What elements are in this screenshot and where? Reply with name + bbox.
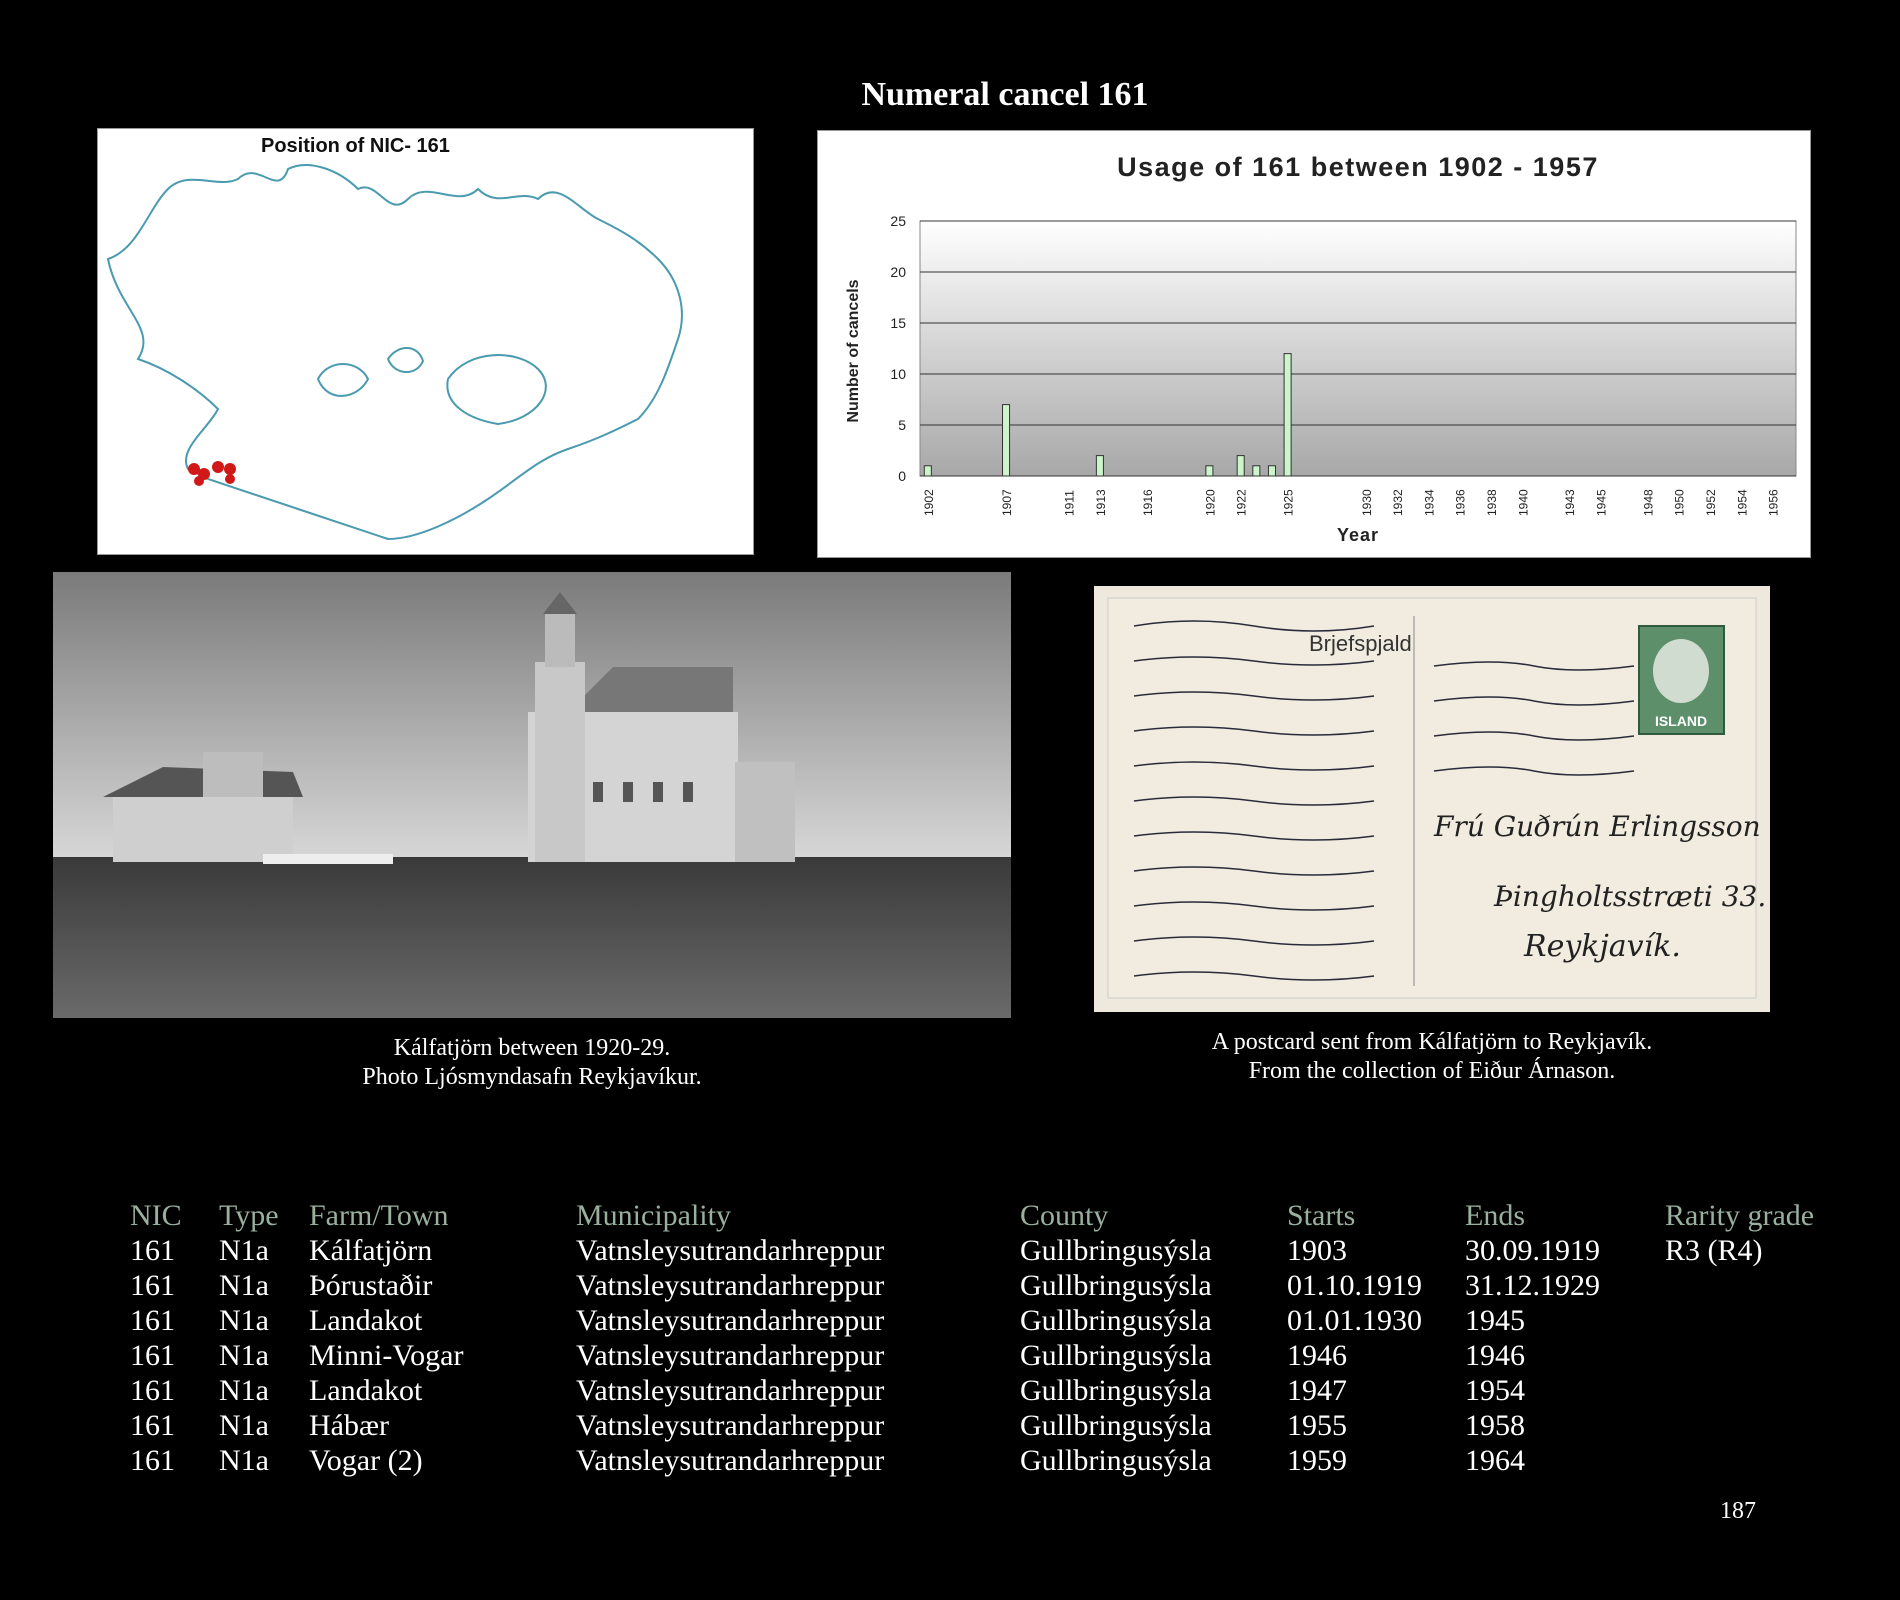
cell-ends: 31.12.1929 bbox=[1465, 1268, 1600, 1302]
x-tick-label: 1943 bbox=[1563, 489, 1578, 516]
x-tick-label: 1936 bbox=[1453, 489, 1468, 516]
header-type: Type bbox=[219, 1198, 279, 1232]
cell-starts: 1903 bbox=[1287, 1233, 1347, 1267]
x-tick-label: 1934 bbox=[1422, 489, 1437, 516]
cell-farm-town: Landakot bbox=[309, 1303, 423, 1337]
cell-municipality: Vatnsleysutrandarhreppur bbox=[576, 1268, 885, 1302]
cell-nic: 161 bbox=[130, 1268, 175, 1302]
cell-starts: 1959 bbox=[1287, 1443, 1347, 1477]
x-tick-label: 1950 bbox=[1672, 489, 1687, 516]
cell-type: N1a bbox=[219, 1443, 269, 1477]
cell-type: N1a bbox=[219, 1268, 269, 1302]
cell-type: N1a bbox=[219, 1408, 269, 1442]
cell-rarity-grade: R3 (R4) bbox=[1665, 1233, 1763, 1267]
header-starts: Starts bbox=[1287, 1198, 1356, 1232]
bar bbox=[1206, 466, 1213, 476]
bar bbox=[1096, 456, 1103, 476]
cell-county: Gullbringusýsla bbox=[1020, 1303, 1212, 1337]
header-nic: NIC bbox=[130, 1198, 182, 1232]
cell-county: Gullbringusýsla bbox=[1020, 1373, 1212, 1407]
postcard-header: Brjefspjald bbox=[1309, 631, 1412, 656]
cell-nic: 161 bbox=[130, 1338, 175, 1372]
cell-municipality: Vatnsleysutrandarhreppur bbox=[576, 1443, 885, 1477]
cell-nic: 161 bbox=[130, 1443, 175, 1477]
header-county: County bbox=[1020, 1198, 1109, 1232]
cell-ends: 1958 bbox=[1465, 1408, 1525, 1442]
cell-rarity-grade bbox=[1665, 1338, 1845, 1373]
x-tick-label: 1945 bbox=[1594, 489, 1609, 516]
bar bbox=[1003, 405, 1010, 476]
x-tick-label: 1930 bbox=[1359, 489, 1374, 516]
cell-farm-town: Hábær bbox=[309, 1408, 389, 1442]
stamp-text: ISLAND bbox=[1654, 713, 1708, 729]
x-tick-label: 1916 bbox=[1140, 489, 1155, 516]
cell-starts: 01.01.1930 bbox=[1287, 1303, 1422, 1337]
cell-farm-town: Þórustaðir bbox=[309, 1268, 433, 1302]
bar bbox=[1253, 466, 1260, 476]
cell-nic: 161 bbox=[130, 1373, 175, 1407]
table-row bbox=[130, 1338, 1845, 1373]
postage-stamp bbox=[1639, 626, 1724, 734]
bar bbox=[1237, 456, 1244, 476]
cell-ends: 1946 bbox=[1465, 1338, 1525, 1372]
cell-ends: 30.09.1919 bbox=[1465, 1233, 1600, 1267]
cell-ends: 1964 bbox=[1465, 1443, 1525, 1477]
table-row bbox=[130, 1233, 1845, 1268]
table-row bbox=[130, 1303, 1845, 1338]
x-tick-label: 1907 bbox=[1000, 489, 1015, 516]
cell-municipality: Vatnsleysutrandarhreppur bbox=[576, 1408, 885, 1442]
cell-nic: 161 bbox=[130, 1408, 175, 1442]
fence bbox=[263, 854, 393, 864]
x-tick-label: 1925 bbox=[1281, 489, 1296, 516]
cell-starts: 1947 bbox=[1287, 1373, 1347, 1407]
postcard-address-line1: Frú Guðrún Erlingsson bbox=[1434, 810, 1761, 843]
x-tick-label: 1920 bbox=[1203, 489, 1218, 516]
table-row bbox=[130, 1408, 1845, 1443]
church-photo-caption bbox=[53, 1034, 1011, 1092]
x-tick-label: 1932 bbox=[1391, 489, 1406, 516]
map-label: Position of NIC- 161 bbox=[261, 135, 450, 157]
x-axis-label: Year bbox=[1336, 525, 1380, 545]
cell-type: N1a bbox=[219, 1303, 269, 1337]
y-tick-label: 0 bbox=[898, 468, 906, 484]
x-tick-label: 1911 bbox=[1062, 490, 1077, 516]
position-map bbox=[97, 128, 754, 555]
table-header-row bbox=[130, 1198, 1845, 1233]
table-row bbox=[130, 1373, 1845, 1408]
page-title: Numeral cancel 161 bbox=[861, 76, 1149, 113]
chart-title: Usage of 161 between 1902 - 1957 bbox=[1117, 152, 1599, 182]
postcard-caption-line2: From the collection of Eiður Árnason. bbox=[1248, 1058, 1616, 1084]
cell-ends: 1954 bbox=[1465, 1373, 1525, 1407]
cell-municipality: Vatnsleysutrandarhreppur bbox=[576, 1303, 885, 1337]
cell-county: Gullbringusýsla bbox=[1020, 1233, 1212, 1267]
cell-farm-town: Landakot bbox=[309, 1373, 423, 1407]
y-tick-label: 5 bbox=[898, 417, 906, 433]
cell-rarity-grade bbox=[1665, 1408, 1845, 1443]
x-tick-label: 1940 bbox=[1516, 489, 1531, 516]
y-tick-labels bbox=[890, 213, 906, 484]
postcard-address-line3: Reykjavík. bbox=[1524, 929, 1681, 964]
glacier-2 bbox=[388, 348, 423, 372]
cell-municipality: Vatnsleysutrandarhreppur bbox=[576, 1233, 885, 1267]
cell-rarity-grade bbox=[1665, 1303, 1845, 1338]
cell-starts: 1946 bbox=[1287, 1338, 1347, 1372]
church-caption-line1: Kálfatjörn between 1920-29. bbox=[393, 1035, 671, 1061]
cell-nic: 161 bbox=[130, 1303, 175, 1337]
nic-table bbox=[130, 1198, 1845, 1478]
table-row bbox=[130, 1268, 1845, 1303]
nic-markers bbox=[188, 461, 236, 486]
iceland-outline-map bbox=[98, 129, 753, 554]
cell-municipality: Vatnsleysutrandarhreppur bbox=[576, 1373, 885, 1407]
header-farm-town: Farm/Town bbox=[309, 1198, 449, 1232]
cell-starts: 01.10.1919 bbox=[1287, 1268, 1422, 1302]
postcard-caption bbox=[1094, 1028, 1770, 1086]
postcard-caption-line1: A postcard sent from Kálfatjörn to Reykjavík. bbox=[1211, 1029, 1653, 1055]
header-ends: Ends bbox=[1465, 1198, 1525, 1232]
table-row bbox=[130, 1443, 1845, 1478]
church-photo bbox=[53, 572, 1011, 1018]
x-tick-label: 1922 bbox=[1234, 489, 1249, 516]
cell-county: Gullbringusýsla bbox=[1020, 1268, 1212, 1302]
postcard-illustration bbox=[1094, 586, 1770, 1012]
cell-county: Gullbringusýsla bbox=[1020, 1408, 1212, 1442]
bar bbox=[1284, 354, 1291, 476]
x-tick-label: 1954 bbox=[1735, 489, 1750, 516]
cell-farm-town: Minni-Vogar bbox=[309, 1338, 464, 1372]
cell-rarity-grade bbox=[1665, 1443, 1845, 1478]
bar bbox=[1268, 466, 1275, 476]
cell-farm-town: Kálfatjörn bbox=[309, 1233, 433, 1267]
cell-starts: 1955 bbox=[1287, 1408, 1347, 1442]
glacier-1 bbox=[447, 355, 545, 424]
cell-municipality: Vatnsleysutrandarhreppur bbox=[576, 1338, 885, 1372]
x-tick-label: 1948 bbox=[1641, 489, 1656, 516]
header-municipality: Municipality bbox=[576, 1198, 731, 1232]
x-tick-label: 1902 bbox=[921, 489, 936, 516]
cell-type: N1a bbox=[219, 1373, 269, 1407]
y-tick-label: 20 bbox=[890, 264, 906, 280]
cell-county: Gullbringusýsla bbox=[1020, 1338, 1212, 1372]
cell-type: N1a bbox=[219, 1338, 269, 1372]
usage-chart bbox=[817, 130, 1811, 558]
y-axis-label: Number of cancels bbox=[845, 279, 862, 423]
cell-rarity-grade bbox=[1665, 1268, 1845, 1303]
postcard-address-line2: Þingholtsstræti 33. bbox=[1494, 880, 1767, 913]
postcard-image bbox=[1094, 586, 1770, 1012]
cell-rarity-grade bbox=[1665, 1373, 1845, 1408]
cell-ends: 1945 bbox=[1465, 1303, 1525, 1337]
cell-county: Gullbringusýsla bbox=[1020, 1443, 1212, 1477]
plot-area bbox=[920, 221, 1796, 476]
x-tick-label: 1956 bbox=[1766, 489, 1781, 516]
y-tick-label: 25 bbox=[890, 213, 906, 229]
usage-chart-svg bbox=[818, 131, 1810, 557]
church-photo-illustration bbox=[53, 572, 1011, 1018]
page-number: 187 bbox=[1720, 1498, 1756, 1524]
x-tick-label: 1913 bbox=[1093, 489, 1108, 516]
header-rarity-grade: Rarity grade bbox=[1665, 1198, 1815, 1232]
cell-farm-town: Vogar (2) bbox=[309, 1443, 423, 1477]
bar bbox=[924, 466, 931, 476]
lake-1 bbox=[318, 364, 368, 396]
cell-type: N1a bbox=[219, 1233, 269, 1267]
x-tick-label: 1952 bbox=[1703, 489, 1718, 516]
x-tick-labels bbox=[922, 489, 1781, 516]
y-tick-label: 15 bbox=[890, 315, 906, 331]
church-caption-line2: Photo Ljósmyndasafn Reykjavíkur. bbox=[362, 1064, 702, 1090]
y-tick-label: 10 bbox=[890, 366, 906, 382]
cell-nic: 161 bbox=[130, 1233, 175, 1267]
x-tick-label: 1938 bbox=[1484, 489, 1499, 516]
